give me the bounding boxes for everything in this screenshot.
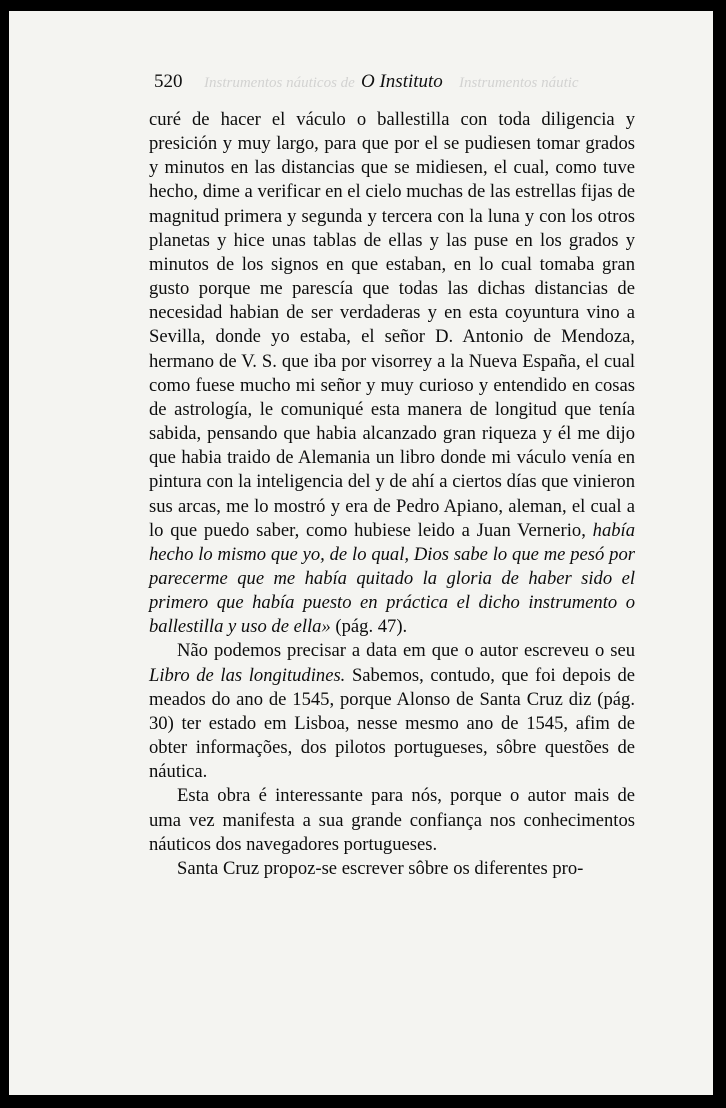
paragraph-date-end: Sabemos, contudo, que foi depois de meados do ano de 1545, porque Alonso de Santa Cruz diz (pág. 30) ter estado em Lisboa, nesse mesmo ano de 1545, afim de obter informações, dos pilotos portugueses, sôbre questões de náutica. — [149, 664, 635, 783]
page-header — [154, 69, 638, 99]
book-page — [9, 11, 713, 1095]
page-body — [149, 108, 635, 881]
page-number: 520 — [154, 71, 183, 92]
quote-italic-text: había hecho lo mismo que yo, de lo qual, Dios sabe lo que me pesó por parecerme que me había quitado la gloria de haber sido el primero que había puesto en práctica el dicho instrumento o ballestilla y uso de ella» — [149, 519, 635, 638]
quote-reference: (pág. 47). — [330, 616, 408, 638]
paragraph-date — [149, 639, 635, 784]
paragraph-last: Santa Cruz propoz-se escrever sôbre os diferentes pro- — [177, 857, 584, 879]
bleed-through-left: Instrumentos náuticos de — [204, 75, 355, 91]
quote-text: curé de hacer el váculo o ballestilla con toda diligencia y presición y muy largo, para que por el se pudiesen tomar grados y minutos en las distancias que se midiesen, el cual, como tuve hecho, dime a verificar en el cielo muchas de las estrellas fijas de magnitud primera y segunda y tercera con la luna y con los otros planetas y hice unas tablas de ellas y las puse en los grados y minutos de los signos en que estaban, en lo cual tomaba gran gusto porque me parescía que todas las dichas distancias de necesidad habian de ser verdaderas y en esta coyuntura vino a Sevilla, donde yo estaba, el señor D. Antonio de Mendoza, hermano de V. S. que iba por visorrey a la Nueva España, el cual como fuese mucho mi señor y muy curioso y entendido en cosas de astrología, le comuniqué esta manera de longitud que tenía sabida, pensando que habia alcanzado gran riqueza y él me dijo que habia traido de Alemania un libro donde mi váculo venía en pintura con la inteligencia del y de ahí a ciertos días que vinieron sus arcas, me lo mostró y era de Pedro Apiano, aleman, el cual a lo que puedo saber, como hubiese leido a Juan Vernerio, — [149, 109, 635, 541]
paragraph-date-start: Não podemos precisar a data em que o autor escreveu o seu — [177, 640, 635, 662]
bleed-through-right: Instrumentos náutic — [459, 75, 579, 91]
paragraph-quote — [149, 108, 635, 639]
running-title: O Instituto — [361, 71, 443, 92]
paragraph-interest: Esta obra é interessante para nós, porque o autor mais de uma vez manifesta a sua grande confiança nos conhecimentos náuticos dos navegadores portugueses. — [149, 785, 635, 855]
book-title: Libro de las longitudines. — [149, 664, 346, 686]
